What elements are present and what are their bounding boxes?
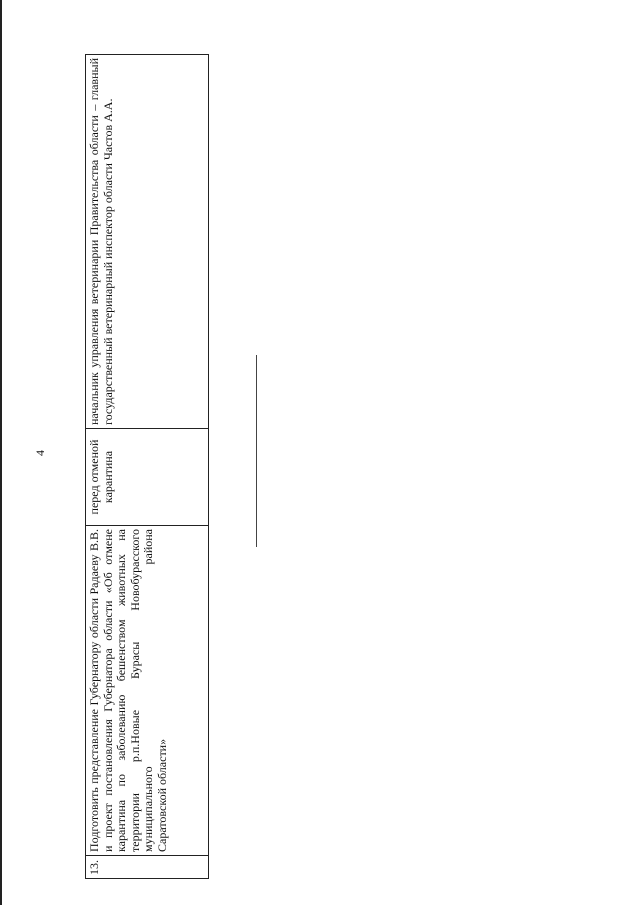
row-number: 13.	[86, 856, 209, 879]
scan-edge-line	[0, 0, 2, 905]
responsible-cell: начальник управления ветеринарии Правительства области – главный государственный ветеринарный инспектор области Частов А.А.	[86, 55, 209, 429]
separator-line	[256, 355, 257, 547]
table-row	[86, 55, 209, 879]
page-number: 4	[33, 450, 47, 456]
measures-table	[85, 54, 209, 879]
rotated-table-container	[85, 55, 209, 879]
task-cell	[86, 526, 209, 856]
task-text: Подготовить представление Губернатору области Радаеву В.В. и проект постановления Губернатора области «Об отмене карантина по заболеванию бешенством животных на территории р.п.Новые Бурасы Новобурасского муниципального района	[87, 529, 155, 852]
task-text-end: Саратовской области»	[154, 738, 169, 852]
term-cell: перед отменой карантина	[86, 429, 209, 526]
